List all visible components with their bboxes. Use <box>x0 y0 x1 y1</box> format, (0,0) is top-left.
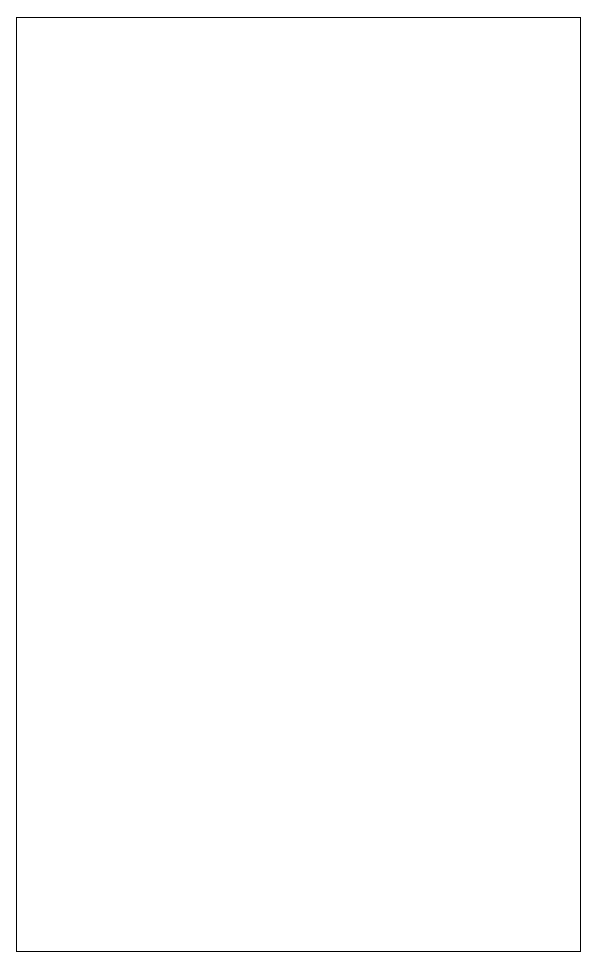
table-title <box>17 18 580 65</box>
main-dimensions-table <box>16 17 581 952</box>
